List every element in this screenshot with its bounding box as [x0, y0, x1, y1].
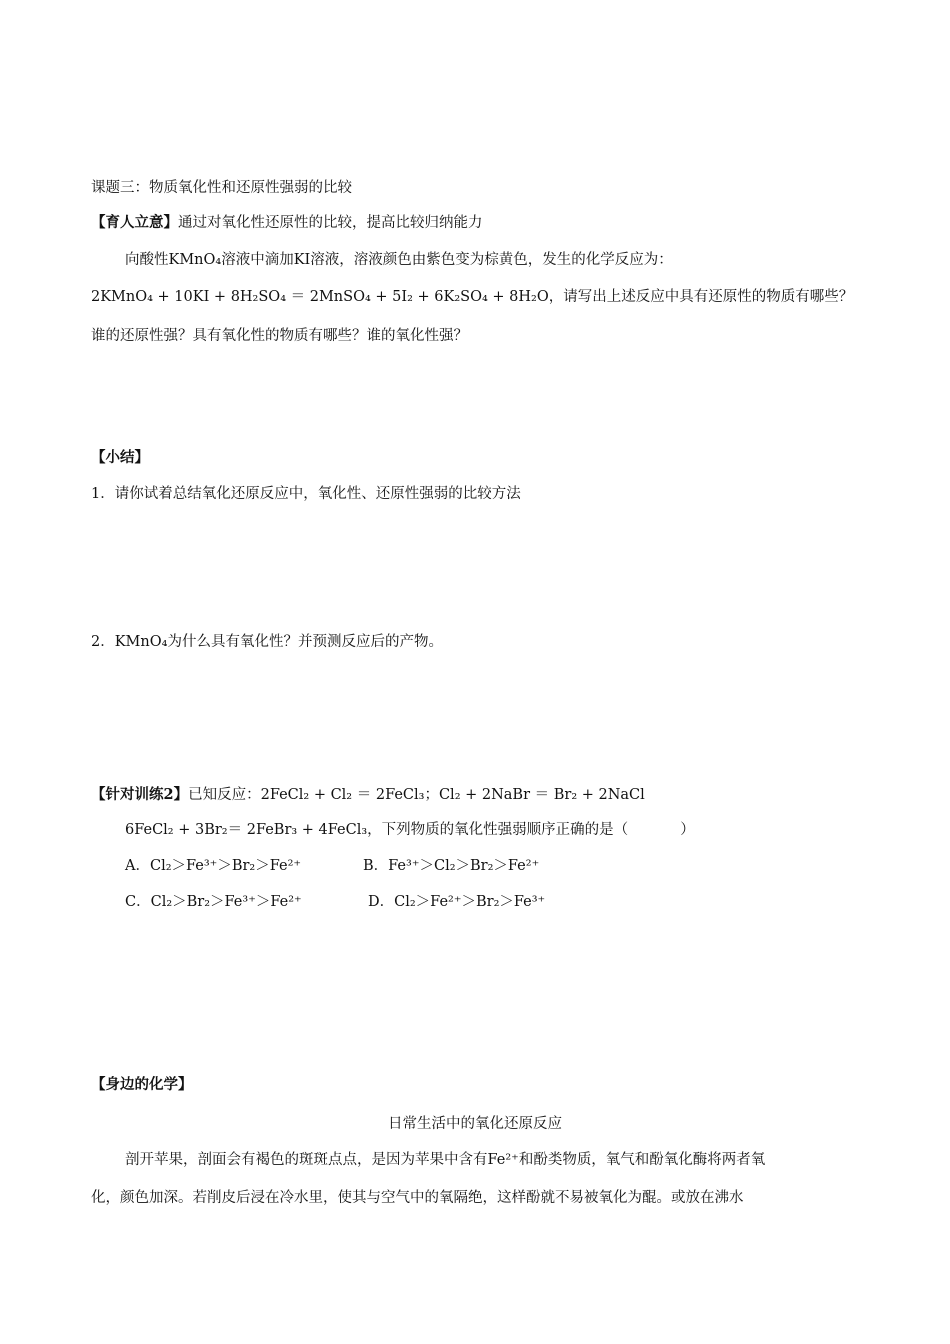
chemistry-paragraph-line-2: 化，颜色加深。若削皮后浸在冷水里，使其与空气中的氧隔绝，这样酚就不易被氧化为醌。或放在沸水 [91, 1190, 744, 1206]
chemistry-paragraph-line-1: 剖开苹果，剖面会有褐色的斑斑点点，是因为苹果中含有Fe²⁺和酚类物质，氧气和酚氧化酶将两者氧 [125, 1152, 766, 1168]
training-stem-close: ） [680, 822, 695, 838]
question-part-b: 谁的还原性强？具有氧化性的物质有哪些？谁的氧化性强？ [91, 328, 468, 344]
summary-heading: 【小结】 [91, 449, 149, 466]
training-line-1 [91, 785, 645, 805]
training-heading: 【针对训练2】 [91, 786, 189, 803]
training-stem-1: 已知反应：2FeCl₂ + Cl₂ ＝ 2FeCl₃；Cl₂ + 2NaBr ＝ Br₂ + 2NaCl [188, 787, 645, 803]
training-line-2 [125, 820, 695, 840]
option-b: B．Fe³⁺＞Cl₂＞Br₂＞Fe²⁺ [363, 858, 540, 874]
option-c: C．Cl₂＞Br₂＞Fe³⁺＞Fe²⁺ [125, 894, 302, 910]
purpose-tag: 【育人立意】 [91, 214, 178, 231]
question-part-a: ，请写出上述反应中具有还原性的物质有哪些？ [548, 289, 854, 305]
intro-text: 向酸性KMnO₄溶液中滴加KI溶液，溶液颜色由紫色变为棕黄色，发生的化学反应为： [125, 252, 673, 268]
option-d: D．Cl₂＞Fe²⁺＞Br₂＞Fe³⁺ [368, 894, 546, 910]
purpose-line [91, 213, 483, 233]
summary-item-2: 2．KMnO₄为什么具有氧化性？并预测反应后的产物。 [91, 634, 443, 650]
chemistry-heading: 【身边的化学】 [91, 1076, 193, 1093]
section-title: 课题三：物质氧化性和还原性强弱的比较 [91, 180, 352, 196]
equation-line [91, 287, 853, 307]
summary-item-1: 1．请你试着总结氧化还原反应中，氧化性、还原性强弱的比较方法 [91, 486, 521, 502]
purpose-text: 通过对氧化性还原性的比较，提高比较归纳能力 [178, 215, 483, 231]
reaction-equation: 2KMnO₄ + 10KI + 8H₂SO₄ ＝ 2MnSO₄ + 5I₂ + 6K₂SO₄ + 8H₂O [91, 289, 549, 305]
option-a: A．Cl₂＞Fe³⁺＞Br₂＞Fe²⁺ [125, 858, 302, 874]
chemistry-subtitle: 日常生活中的氧化还原反应 [388, 1116, 562, 1132]
training-stem-2: 6FeCl₂ + 3Br₂＝ 2FeBr₃ + 4FeCl₃，下列物质的氧化性强弱顺序正确的是（ [125, 822, 629, 838]
